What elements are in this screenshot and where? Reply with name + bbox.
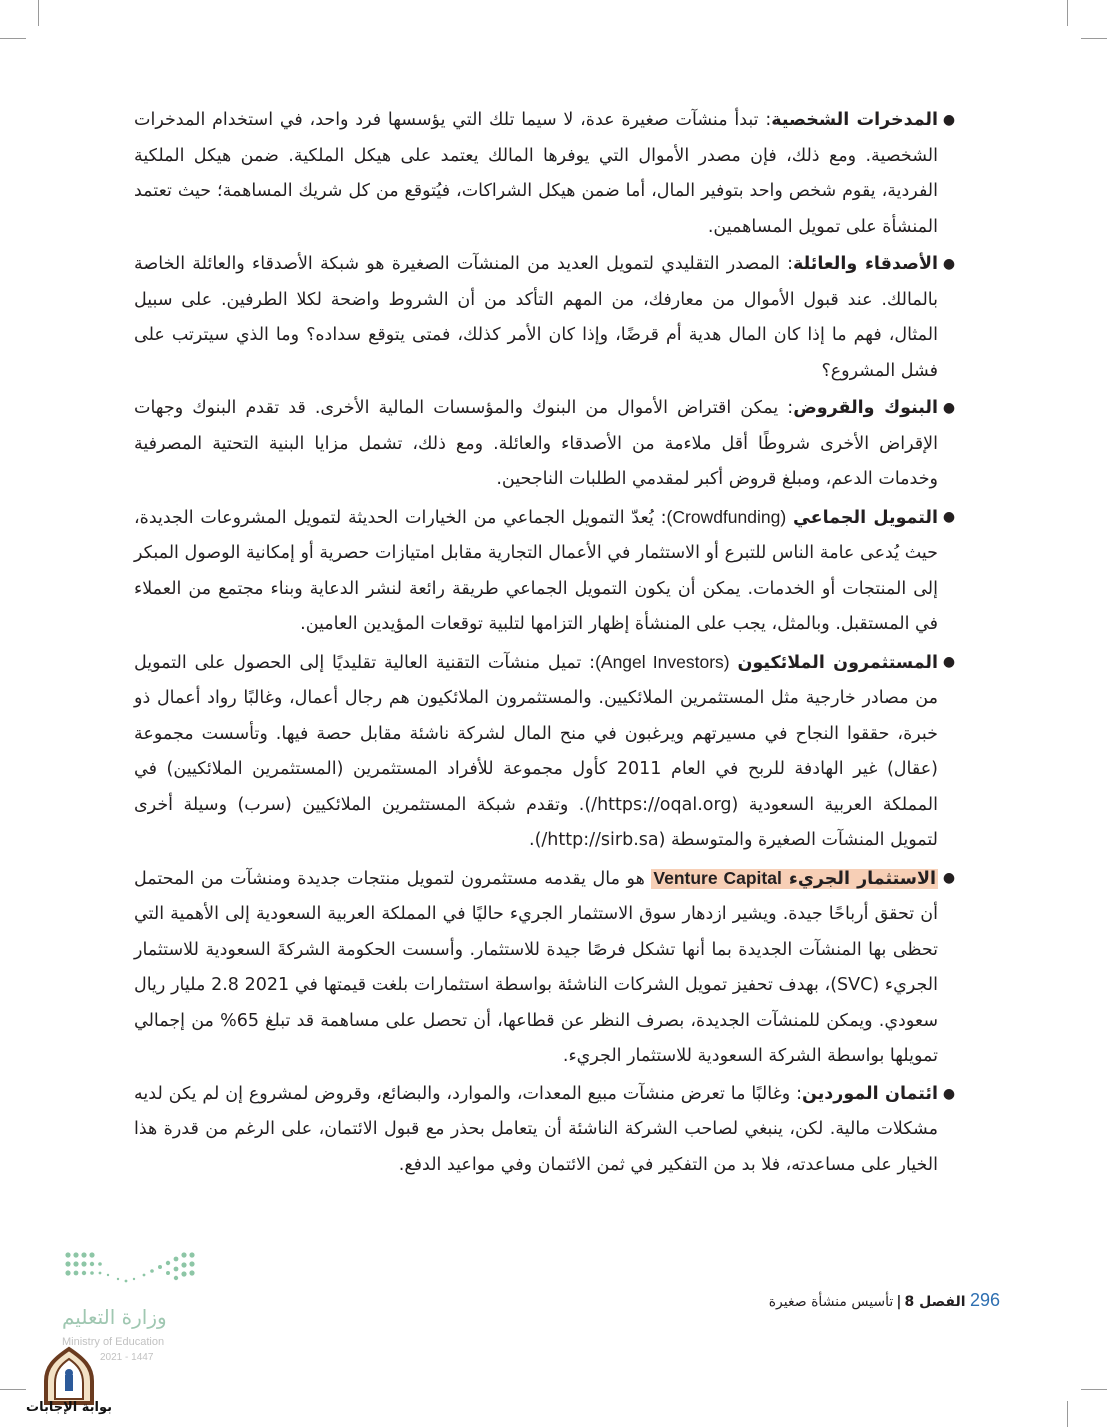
bullet-icon: ● [942,1085,956,1102]
item-text: : تميل منشآت التقنية العالية تقليديًا إلى الحصول على التمويل من مصادر خارجية مثل المستثمرين الملائكيين. والمستثمرون الملائكيون هم رجال أعمال، وغالبًا رواد أعمال ذو خبرة، حققوا النجاح في مسيرتهم ويرغبون في منح المال لشركة ناشئة مقابل حصة فيها. وتأسست مجموعة (عقال) غير الهادفة للربح في العام 2011 كأول مجموعة للأفراد المستثمرين (المستثمرين الملائكيين) في المملكة العربية السعودية (https://oqal.org/). وتقدم شبكة المستثمرين الملائكيين (سرب) وسيلة أخرى لتمويل المنشآت الصغيرة والمتوسطة (http://sirb.sa/). [134,652,938,850]
crop-mark [38,0,39,26]
item-text: : يمكن اقتراض الأموال من البنوك والمؤسسات المالية الأخرى. قد تقدم البنوك وجهات الإقراض الأخرى شروطًا أقل ملاءمة من الأصدقاء والعائلة. ومع ذلك، تشمل مزايا البنية التحتية المصرفية وخدمات الدعم، ومبلغ قروض أكبر لمقدمي الطلبات الناجحين. [134,398,938,489]
item-term: الأصدقاء والعائلة [793,254,939,274]
item-text: هو مال يقدمه مستثمرون لتمويل منتجات جديدة ومنشآت من المحتمل أن تحقق أرباحًا جيدة. ويشير ازدهار سوق الاستثمار الجريء حاليًا في المملكة العربية السعودية إلى الأهمية التي تحظى بها المنشآت الجديدة بما أنها تشكل فرصًا جيدة للاستثمار. وأسست الحكومة الشركةَ السعودية للاستثمار الجريء (SVC)، بهدف تحفيز تمويل الشركات الناشئة بواسطة استثمارات بلغت قيمتها في 2021 2.8 مليار ريال سعودي. ويمكن للمنشآت الجديدة، بصرف النظر عن قطاعها، أن تحصل على مساهمة قد تبلغ 65% من إجمالي تمويلها بواسطة الشركة السعودية للاستثمار الجريء. [134,868,938,1066]
list-item [134,500,960,643]
ministry-logo-icon [60,1245,220,1305]
item-english-term: (Crowdfunding) [666,506,787,527]
item-term: البنوك والقروض [793,398,939,418]
crop-mark [1081,1389,1107,1390]
page-footer [740,1290,1000,1311]
bullet-icon: ● [942,400,956,416]
crop-mark [0,1389,26,1390]
list-item [134,645,960,859]
item-term: التمويل الجماعي [792,507,938,528]
list-item [134,861,960,1075]
list-item [134,247,960,389]
list-item [134,103,960,245]
ministry-name-arabic: وزارة التعليم [62,1305,167,1329]
bullet-icon: ● [942,256,956,272]
highlighted-term [651,869,938,889]
page-number: 296 [969,1290,1000,1310]
ministry-name-english: Ministry of Education [62,1336,165,1348]
crop-mark [1067,1401,1068,1427]
item-text: : المصدر التقليدي لتمويل العديد من المنشآت الصغيرة هو شبكة الأصدقاء والعائلة الخاصة بالمالك. عند قبول الأموال من معارفك، من المهم التأكد من أن الشروط واضحة لكلا الطرفين. على سبيل المثال، فهم ما إذا كان المال هدية أم قرضًا، وإذا كان الأمر كذلك، فمتى يتوقع سداده؟ وما الذي سيترتب على فشل المشروع؟ [134,254,938,381]
crop-mark [1067,0,1068,26]
list-item [134,391,960,498]
crop-mark [1081,38,1107,39]
item-term: المدخرات الشخصية [771,110,938,130]
chapter-title: تأسيس منشأة صغيرة [768,1294,894,1310]
list-item [134,1077,960,1184]
item-term: ائتمان الموردين [801,1083,938,1104]
bullet-icon: ● [942,508,956,525]
item-term: الاستثمار الجريء [788,868,936,889]
bullet-icon: ● [942,869,956,886]
item-english-term: Venture Capital [653,867,782,888]
item-text: : تبدأ منشآت صغيرة عدة، لا سيما تلك التي يؤسسها فرد واحد، في استخدام المدخرات الشخصية. ومع ذلك، فإن مصدر الأموال التي يوفرها المالك يعتمد على هيكل الملكية. ضمن هيكل الملكية الفردية، يقوم شخص واحد بتوفير المال، أما ضمن هيكل الشراكات، فيُتوقع من كل شريك المساهمة؛ حيث تعتمد المنشأة على تمويل المساهمين. [134,110,938,237]
item-text: : يُعدّ التمويل الجماعي من الخيارات الحديثة لتمويل المشروعات الجديدة، حيث يُدعى عامة الناس للتبرع أو الاستثمار في الأعمال التجارية مقابل امتيازات حصرية أو إمكانية الوصول المبكر إلى المنتجات أو الخدمات. يمكن أن يكون التمويل الجماعي طريقة رائعة لنشر الدعاية وبناء مجتمع من العملاء في المستقبل. وبالمثل، يجب على المنشأة إظهار التزامها لتلبية توقعات المؤيدين العامين. [134,507,938,634]
ministry-year: 2021 - 1447 [100,1352,154,1363]
item-text: : وغالبًا ما تعرض منشآت مبيع المعدات، والموارد، والبضائع، وقروض لمشروع إن لم يكن لديه مشكلات مالية. لكن، ينبغي لصاحب الشركة الناشئة أن يتعامل بحذر مع قبول الائتمان، على الرغم من قدرة هذا الخيار على مساعدته، فلا بد من التفكير في ثمن الائتمان وفي مواعيد الدفع. [134,1083,938,1175]
crop-mark [0,38,26,39]
bullet-icon: ● [942,653,956,670]
item-term: المستثمرون الملائكيون [737,652,939,673]
site-badge-label: بوابة الإجابات [26,1400,112,1415]
footer-separator: | [896,1294,902,1310]
item-english-term: (Angel Investors) [595,651,730,672]
body-text [134,103,960,1185]
chapter-label: الفصل 8 [904,1294,966,1310]
bullet-icon: ● [942,112,956,128]
